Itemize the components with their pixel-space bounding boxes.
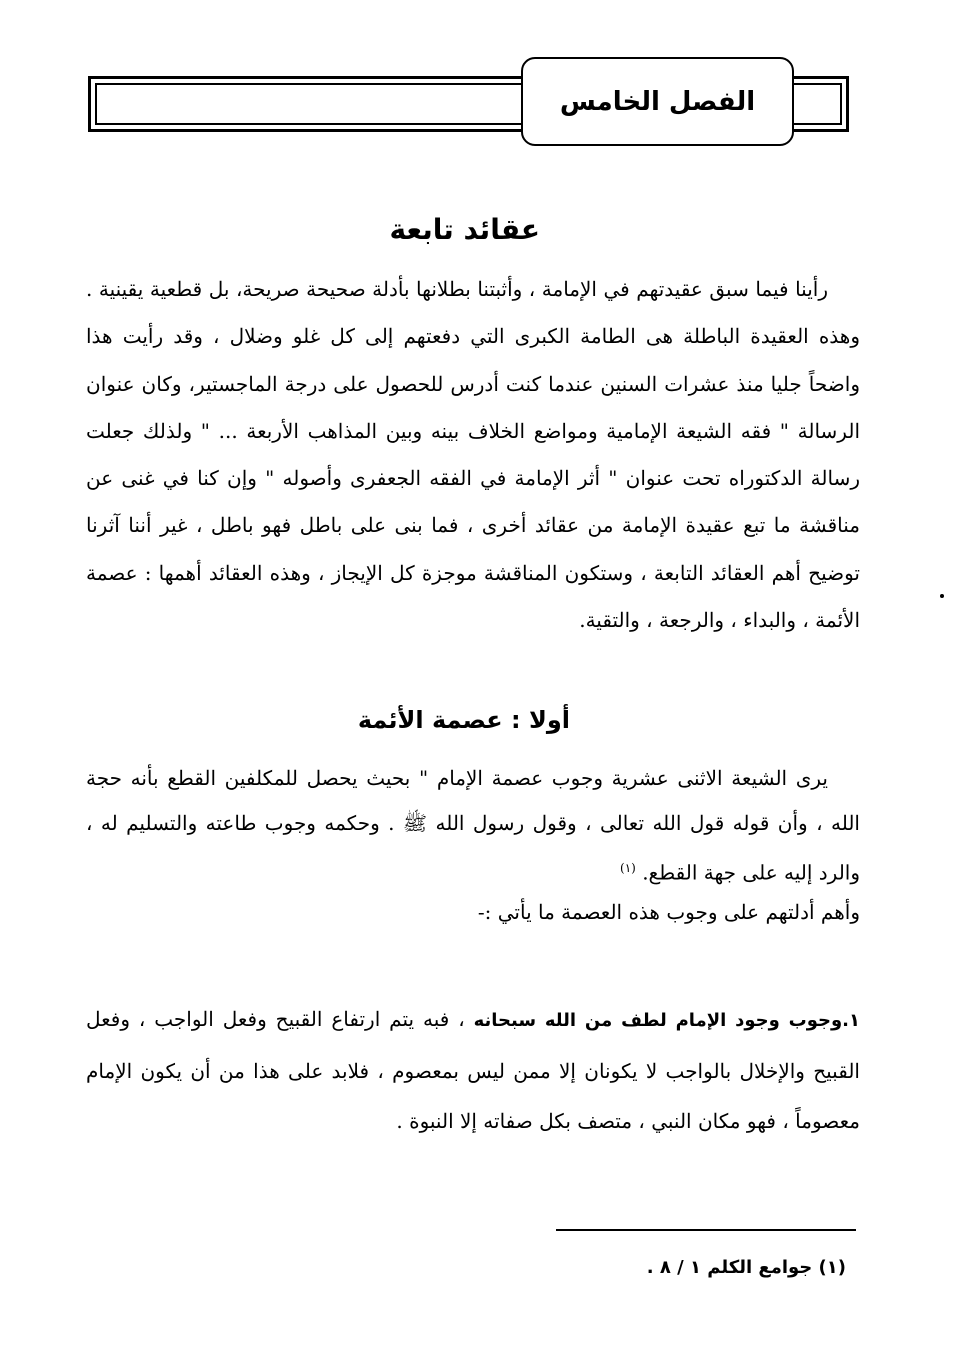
chapter-title: الفصل الخامس: [559, 86, 756, 117]
margin-dot: [940, 594, 944, 598]
evidence-lead: وجوب وجود الإمام لطف من الله سبحانه: [473, 1010, 843, 1031]
evidence-intro: وأهم أدلتهم على وجوب هذه العصمة ما يأتي :-: [477, 900, 860, 924]
footnote-marker: (١): [620, 861, 636, 875]
section-title: عقائد تابعة: [389, 213, 540, 246]
chapter-title-box: [521, 57, 794, 146]
intro-paragraph: رأينا فيما سبق عقيدتهم في الإمامة ، وأثبتنا بطلانها بأدلة صحيحة صريحة، بل قطعية يقينية . وهذه العقيدة الباطلة هى الطامة الكبرى التي دفعتهم إلى كل غلو وضلال ، وقد رأيت هذا واضحاً جليا منذ عشرات السنين عندما كنت أدرس للحصول على درجة الماجستير، وكان عنوان الرسالة " فقه الشيعة الإمامية ومواضع الخلاف بينه وبين المذاهب الأربعة ... " ولذلك جعلت رسالة الدكتوراه تحت عنوان " أثر الإمامة في الفقه الجعفرى وأصوله " وإن كنا في غنى عن مناقشة ما تبع عقيدة الإمامة من عقائد أخرى ، فما بنى على باطل فهو باطل ، غير أننا آثرنا توضيح أهم العقائد التابعة ، وستكون المناقشة موجزة كل الإيجاز ، وهذه العقائد أهمها : عصمة الأئمة ، والبداء ، والرجعة ، والتقية.: [86, 277, 860, 633]
imam-infallibility-paragraph: [86, 756, 860, 896]
footnote-separator: [556, 1229, 856, 1231]
subsection-heading: أولا : عصمة الأئمة: [357, 706, 570, 734]
infallibility-text: يرى الشيعة الاثنى عشرية وجوب عصمة الإمام " بحيث يحصل للمكلفين القطع بأنه حجة الله ، وأن قوله قول الله تعالى ، وقول رسول الله ﷺ . وحكمه وجوب طاعته والتسليم له ، والرد إليه على جهة القطع.: [86, 766, 860, 885]
footnote: (١) جوامع الكلم ١ / ٨ .: [646, 1257, 846, 1278]
evidence-text: ، فبه يتم ارتفاع القبيح وفعل الواجب ، وفعل القبيح والإخلال بالواجب لا يكونان إلا ممن ليس بمعصوم ، فلابد على هذا من أن يكون الإمام معصوماً ، فهو مكان النبي ، متصف بكل صفاته إلا النبوة .: [86, 1007, 860, 1133]
evidence-item-1: [86, 994, 860, 1146]
evidence-number: ١.: [842, 1010, 860, 1031]
